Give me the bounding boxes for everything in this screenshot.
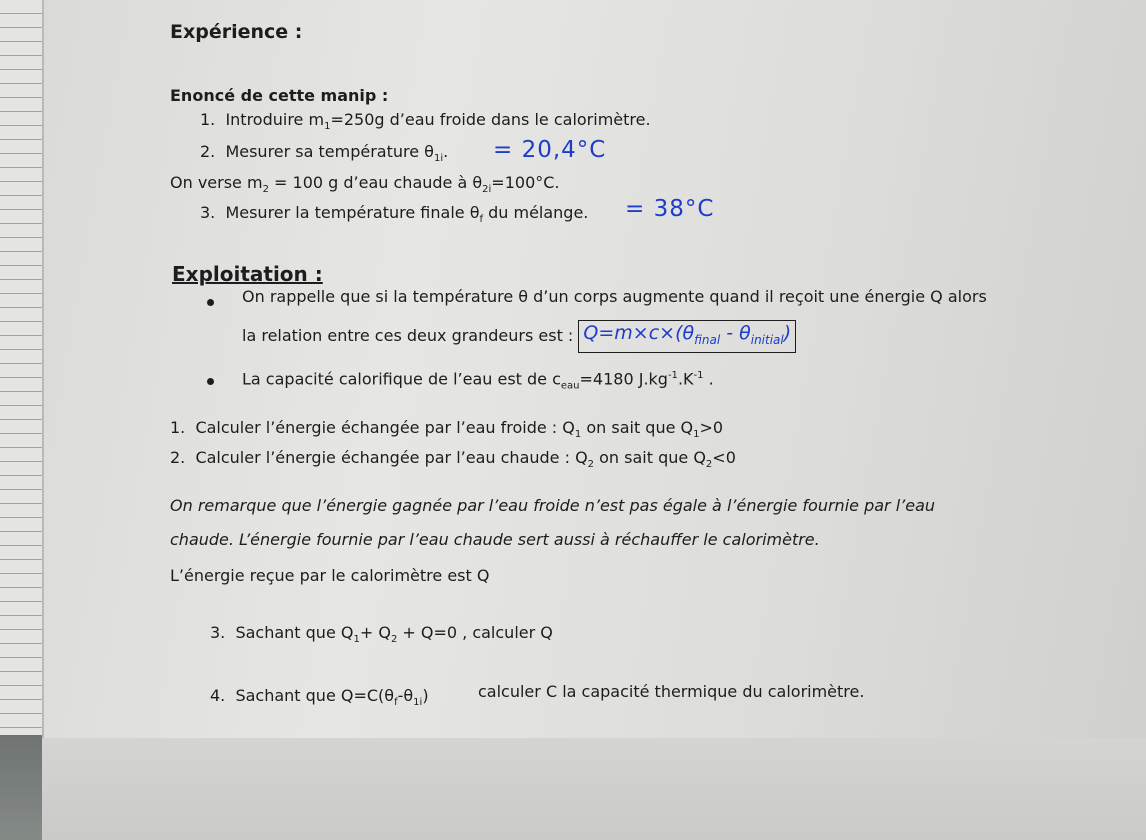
notebook-margin-shadow: [0, 735, 42, 840]
subscript: initial: [750, 332, 784, 347]
handwritten-final-temperature: = 38°C: [625, 196, 715, 222]
question-text: ): [422, 686, 429, 705]
question-number: 2.: [170, 448, 186, 467]
bullet-dot: [207, 299, 214, 306]
page-title: Expérience :: [170, 21, 303, 43]
exploitation-title: Exploitation :: [172, 262, 323, 286]
energy-formula-box: [578, 320, 796, 353]
question-text: Sachant que Q=C(θ: [235, 686, 395, 705]
bullet-dot: [207, 378, 214, 385]
subscript: 1: [324, 121, 331, 133]
bullet-2: [242, 366, 714, 397]
bullet-1-line-2: [242, 320, 796, 353]
step-number: 2.: [200, 142, 216, 161]
subscript: 2i: [482, 184, 492, 196]
step-3: [200, 203, 588, 230]
step-text: Introduire m: [225, 110, 325, 129]
question-text: on sait que Q: [594, 448, 706, 467]
question-4: [210, 686, 429, 713]
bullet-text: .: [703, 369, 714, 389]
step-number: 3.: [200, 203, 216, 222]
superscript: -1: [693, 370, 704, 381]
subscript: 2: [587, 459, 595, 471]
step-number: 1.: [200, 110, 216, 129]
question-text: >0: [699, 418, 724, 437]
formula-part: - θ: [720, 322, 751, 344]
question-2: [170, 448, 736, 475]
bullet-text: la relation entre ces deux grandeurs est :: [242, 325, 574, 345]
bullet-text: =4180 J.kg: [579, 369, 668, 389]
page-bottom-shadow: [42, 738, 1146, 840]
superscript: -1: [667, 370, 678, 381]
remark-line-1: On remarque que l’énergie gagnée par l’eau froide n’est pas égale à l’énergie fournie par l’eau: [170, 496, 936, 515]
question-4-tail: calculer C la capacité thermique du calorimètre.: [478, 682, 865, 701]
step-2: [200, 142, 448, 169]
step-text: =100°C.: [491, 173, 560, 192]
formula-part: Q=m×c×(θ: [583, 322, 695, 344]
question-text: on sait que Q: [581, 418, 694, 437]
step-text: Mesurer sa température θ: [225, 142, 434, 161]
subscript: 1i: [413, 697, 423, 709]
question-number: 4.: [210, 686, 226, 705]
subscript: f: [394, 697, 398, 709]
subscript: f: [479, 214, 484, 226]
subscript: 2: [705, 459, 713, 471]
question-number: 3.: [210, 623, 226, 642]
subscript: 2: [390, 634, 398, 646]
step-text: .: [443, 142, 449, 161]
question-text: Calculer l’énergie échangée par l’eau chaude : Q: [195, 448, 588, 467]
bullet-1-line-1: On rappelle que si la température θ d’un corps augmente quand il reçoit une énergie Q alors: [242, 287, 987, 306]
question-3: [210, 623, 553, 650]
subscript: 2: [262, 184, 269, 196]
remark-line-3: L’énergie reçue par le calorimètre est Q: [170, 566, 490, 585]
question-text: Calculer l’énergie échangée par l’eau froide : Q: [195, 418, 575, 437]
subscript: 1: [353, 634, 360, 646]
hot-water-line: [170, 173, 560, 200]
question-number: 1.: [170, 418, 186, 437]
subscript: 1: [574, 429, 582, 441]
handwritten-initial-temperature: = 20,4°C: [493, 137, 607, 163]
step-text: Mesurer la température finale θ: [225, 203, 480, 222]
subscript: 1: [693, 429, 700, 441]
question-text: + Q=0 , calculer Q: [397, 623, 553, 642]
question-text: <0: [712, 448, 736, 467]
remark-line-2: chaude. L’énergie fournie par l’eau chaude sert aussi à réchauffer le calorimètre.: [170, 530, 820, 549]
subscript: final: [694, 332, 721, 347]
step-text: du mélange.: [483, 203, 589, 222]
step-text: On verse m: [170, 173, 263, 192]
question-text: + Q: [359, 623, 391, 642]
formula-part: ): [783, 322, 792, 344]
question-text: Sachant que Q: [235, 623, 354, 642]
notebook-margin-strip: [0, 0, 44, 840]
step-text: = 100 g d’eau chaude à θ: [268, 173, 483, 192]
step-1: [200, 110, 651, 137]
subscript: 1i: [433, 153, 444, 165]
subscript: eau: [560, 380, 580, 392]
question-text: -θ: [397, 686, 414, 705]
bullet-text: .K: [677, 369, 694, 389]
bullet-text: La capacité calorifique de l’eau est de c: [242, 369, 561, 389]
step-text: =250g d’eau froide dans le calorimètre.: [330, 110, 651, 129]
enonce-title: Enoncé de cette manip :: [170, 86, 389, 105]
question-1: [170, 418, 723, 445]
